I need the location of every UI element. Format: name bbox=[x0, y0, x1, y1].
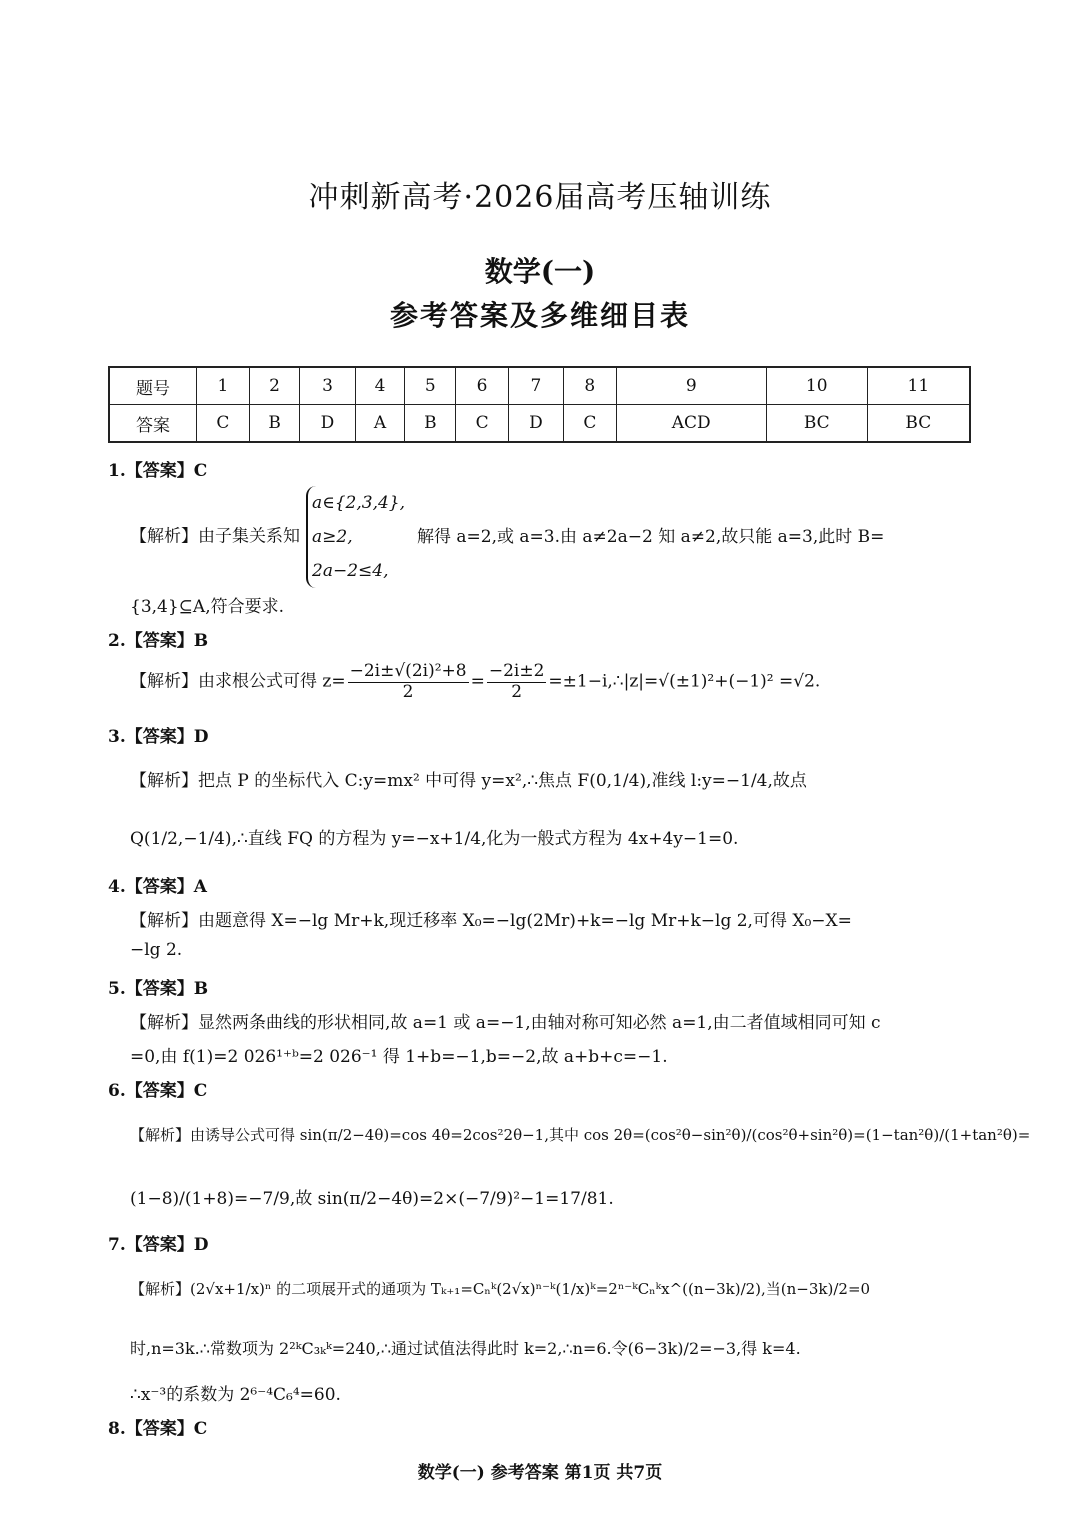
answer-row bbox=[109, 405, 970, 443]
q1-solution-pre: 【解析】由子集关系知 bbox=[130, 526, 300, 547]
q1-solution-post: 解得 a=2,或 a=3.由 a≠2a−2 知 a≠2,故只能 a=3,此时 B= bbox=[417, 526, 885, 547]
question-number: 1 bbox=[197, 367, 250, 405]
answer-row-label: 答案 bbox=[109, 405, 197, 443]
q2-equals: = bbox=[470, 671, 485, 692]
q4-solution-line: 【解析】由题意得 X=−lg Mr+k,现迁移率 X₀=−lg(2Mr)+k=−lg Mr+k−lg 2,可得 X₀−X= bbox=[130, 911, 852, 931]
q6-solution-line: (1−8)/(1+8)=−7/9,故 sin(π/2−4θ)=2×(−7/9)²−1=17/81. bbox=[130, 1189, 614, 1209]
answer-cell: D bbox=[508, 405, 563, 443]
answer-cell: B bbox=[249, 405, 300, 443]
q1-solution-line bbox=[130, 486, 884, 588]
q2-fraction bbox=[348, 662, 469, 702]
q2-solution-line bbox=[130, 662, 820, 702]
answer-cell: C bbox=[197, 405, 250, 443]
question-number: 5 bbox=[405, 367, 456, 405]
question-row bbox=[109, 367, 970, 405]
question-number: 2 bbox=[249, 367, 300, 405]
q6-solution-line: 【解析】由诱导公式可得 sin(π/2−4θ)=cos 4θ=2cos²2θ−1,其中 cos 2θ=(cos²θ−sin²θ)/(cos²θ+sin²θ)=(1−tan²θ)/(1+tan²θ)= bbox=[130, 1126, 1031, 1144]
answer-table bbox=[108, 366, 971, 443]
question-number: 4 bbox=[355, 367, 405, 405]
page-title: 冲刺新高考·2026届高考压轴训练 bbox=[308, 180, 772, 215]
q1-system-row: a≥2, bbox=[312, 527, 353, 547]
answer-cell: ACD bbox=[616, 405, 766, 443]
q2-fraction-denominator: 2 bbox=[511, 681, 523, 702]
q5-solution-line: =0,由 f(1)=2 026¹⁺ᵇ=2 026⁻¹ 得 1+b=−1,b=−2,故 a+b+c=−1. bbox=[130, 1047, 668, 1067]
q2-solution-post: =±1−i,∴|z|=√(±1)²+(−1)² =√2. bbox=[548, 671, 821, 692]
q6-answer-heading: 6.【答案】C bbox=[108, 1081, 208, 1101]
subject-title: 数学(一) bbox=[484, 255, 596, 288]
question-number: 3 bbox=[300, 367, 355, 405]
question-number: 6 bbox=[456, 367, 509, 405]
q7-solution-line: ∴x⁻³的系数为 2⁶⁻⁴C₆⁴=60. bbox=[130, 1385, 341, 1405]
question-row-label: 题号 bbox=[109, 367, 197, 405]
q2-fraction-numerator: −2i±2 bbox=[488, 661, 545, 681]
answer-cell: D bbox=[300, 405, 355, 443]
q2-fraction-numerator: −2i±√(2i)²+8 bbox=[349, 661, 467, 681]
answer-cell: C bbox=[563, 405, 616, 443]
q2-fraction-denominator: 2 bbox=[402, 681, 414, 702]
answer-cell: B bbox=[405, 405, 456, 443]
q5-solution-line: 【解析】显然两条曲线的形状相同,故 a=1 或 a=−1,由轴对称可知必然 a=1,由二者值域相同可知 c bbox=[130, 1013, 881, 1033]
answer-cell: BC bbox=[867, 405, 970, 443]
q3-answer-heading: 3.【答案】D bbox=[108, 727, 209, 747]
q4-answer-heading: 4.【答案】A bbox=[108, 877, 207, 897]
q1-answer-heading: 1.【答案】C bbox=[108, 461, 208, 481]
q4-solution-line: −lg 2. bbox=[130, 940, 183, 960]
answer-cell: BC bbox=[766, 405, 867, 443]
page-footer: 数学(一) 参考答案 第1页 共7页 bbox=[417, 1463, 663, 1483]
q8-answer-heading: 8.【答案】C bbox=[108, 1419, 208, 1439]
answer-cell: C bbox=[456, 405, 509, 443]
q1-solution-continuation: {3,4}⊆A,符合要求. bbox=[130, 597, 284, 617]
q2-fraction bbox=[487, 662, 547, 702]
q5-answer-heading: 5.【答案】B bbox=[108, 979, 209, 999]
question-number: 8 bbox=[563, 367, 616, 405]
q1-inequality-system bbox=[306, 486, 405, 588]
q2-answer-heading: 2.【答案】B bbox=[108, 631, 209, 651]
q7-solution-line: 时,n=3k.∴常数项为 2²ᵏC₃ₖᵏ=240,∴通过试值法得此时 k=2,∴n=6.令(6−3k)/2=−3,得 k=4. bbox=[130, 1339, 801, 1358]
document-subtitle: 参考答案及多维细目表 bbox=[389, 299, 690, 332]
question-number: 10 bbox=[766, 367, 867, 405]
q7-answer-heading: 7.【答案】D bbox=[108, 1235, 209, 1255]
question-number: 9 bbox=[616, 367, 766, 405]
q1-system-row: 2a−2≤4, bbox=[312, 561, 389, 581]
q3-solution-line: 【解析】把点 P 的坐标代入 C:y=mx² 中可得 y=x²,∴焦点 F(0,1/4),准线 l:y=−1/4,故点 bbox=[130, 771, 807, 791]
q7-solution-line: 【解析】(2√x+1/x)ⁿ 的二项展开式的通项为 Tₖ₊₁=Cₙᵏ(2√x)ⁿ⁻ᵏ(1/x)ᵏ=2ⁿ⁻ᵏCₙᵏx^((n−3k)/2),当(n−3k)/2=0 bbox=[130, 1280, 871, 1298]
q2-solution-pre: 【解析】由求根公式可得 z= bbox=[130, 671, 346, 692]
question-number: 11 bbox=[867, 367, 970, 405]
q1-system-row: a∈{2,3,4}, bbox=[312, 493, 406, 513]
answer-cell: A bbox=[355, 405, 405, 443]
question-number: 7 bbox=[508, 367, 563, 405]
q3-solution-line: Q(1/2,−1/4),∴直线 FQ 的方程为 y=−x+1/4,化为一般式方程为 4x+4y−1=0. bbox=[130, 829, 739, 849]
